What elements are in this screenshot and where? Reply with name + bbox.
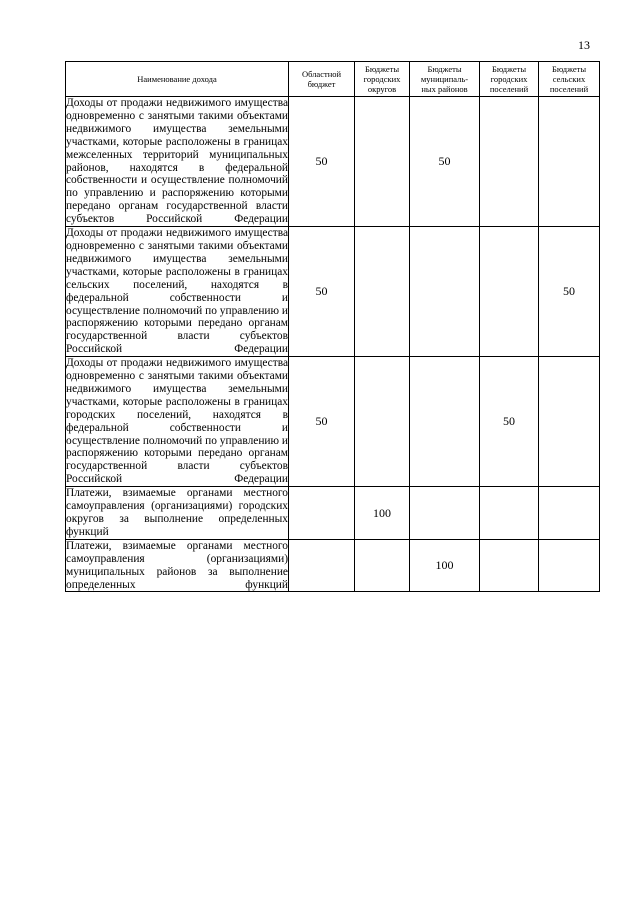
city-districts-value: [355, 97, 410, 227]
revenue-name-cell: Платежи, взимаемые органами местного самоуправления (организациями) муниципальных районов за выполнение определенных функций: [66, 539, 288, 591]
header-urban-settlements: Бюджеты городских поселений: [480, 62, 539, 97]
urban-settlements-value: [480, 97, 539, 227]
regional-budget-value: [289, 487, 355, 540]
city-districts-value: [355, 357, 410, 487]
header-rural-settlements: Бюджеты сельских поселений: [539, 62, 600, 97]
revenue-name-cell: Доходы от продажи недвижимого имущества одновременно с занятыми такими объектами недвижимого имущества земельными участками, которые расположены в границах сельских поселений, находятся в федеральной собственности и осуществление полномочий по управлению и распоряжению которыми передано органам государственной власти субъектов Российской Федерации: [66, 227, 288, 356]
rural-settlements-value: [539, 539, 600, 592]
header-revenue-name: Наименование дохода: [66, 62, 289, 97]
municipal-districts-value: 50: [410, 97, 480, 227]
table-row: [66, 539, 600, 592]
revenue-name-cell: Доходы от продажи недвижимого имущества одновременно с занятыми такими объектами недвижимого имущества земельными участками, которые расположены в границах межселенных территорий муниципальных районов, находятся в федеральной собственности и осуществление полномочий по управлению и распоряжению которыми передано органам государственной власти субъектов Российской Федерации: [66, 97, 288, 226]
revenue-name-cell: Доходы от продажи недвижимого имущества одновременно с занятыми такими объектами недвижимого имущества земельными участками, которые расположены в границах городских поселений, находятся в федеральной собственности и осуществление полномочий по управлению и распоряжению которыми передано органам государственной власти субъектов Российской Федерации: [66, 357, 288, 486]
urban-settlements-value: [480, 227, 539, 357]
revenue-distribution-table: [65, 61, 600, 592]
header-municipal-districts: Бюджеты муниципаль- ных районов: [410, 62, 480, 97]
city-districts-value: [355, 227, 410, 357]
municipal-districts-value: [410, 227, 480, 357]
table-row: [66, 357, 600, 487]
revenue-name-cell: Платежи, взимаемые органами местного самоуправления (организациями) городских округов за выполнение определенных функций: [66, 487, 288, 538]
regional-budget-value: 50: [289, 357, 355, 487]
urban-settlements-value: 50: [480, 357, 539, 487]
city-districts-value: 100: [355, 487, 410, 540]
rural-settlements-value: [539, 487, 600, 540]
municipal-districts-value: [410, 487, 480, 540]
regional-budget-value: [289, 539, 355, 592]
rural-settlements-value: 50: [539, 227, 600, 357]
urban-settlements-value: [480, 539, 539, 592]
municipal-districts-value: [410, 357, 480, 487]
regional-budget-value: 50: [289, 227, 355, 357]
header-regional-budget: Областной бюджет: [289, 62, 355, 97]
regional-budget-value: 50: [289, 97, 355, 227]
city-districts-value: [355, 539, 410, 592]
table-header-row: [66, 62, 600, 97]
table-row: [66, 487, 600, 540]
municipal-districts-value: 100: [410, 539, 480, 592]
table-row: [66, 97, 600, 227]
urban-settlements-value: [480, 487, 539, 540]
page-number: 13: [578, 38, 590, 52]
rural-settlements-value: [539, 97, 600, 227]
rural-settlements-value: [539, 357, 600, 487]
table-row: [66, 227, 600, 357]
header-city-districts: Бюджеты городских округов: [355, 62, 410, 97]
